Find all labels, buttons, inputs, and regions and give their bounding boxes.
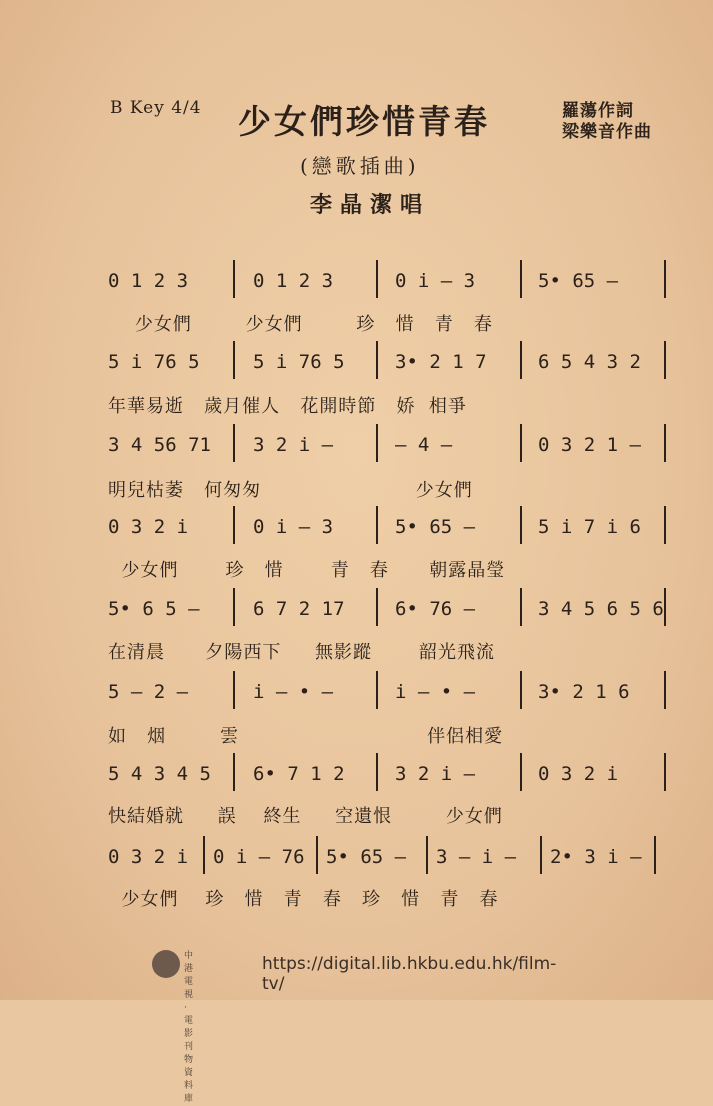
bar-line bbox=[664, 341, 666, 379]
notation-measure: 3 4 56 71 bbox=[108, 434, 211, 456]
bar-line bbox=[376, 424, 378, 462]
bar-line bbox=[520, 671, 522, 709]
bar-line bbox=[664, 260, 666, 298]
lyrics-line bbox=[108, 885, 678, 915]
notation-line bbox=[108, 842, 678, 872]
bar-line bbox=[316, 836, 318, 874]
notation-measure: 5 — 2 — bbox=[108, 681, 189, 703]
notation-measure: 0 3 2 i bbox=[538, 763, 619, 785]
notation-measure: 5 i 7 i 6 bbox=[538, 516, 641, 538]
notation-measure: 6• 7 1 2 bbox=[253, 763, 345, 785]
notation-measure: 5• 65 — bbox=[326, 846, 407, 868]
bar-line bbox=[376, 506, 378, 544]
bar-line bbox=[540, 836, 542, 874]
lyrics-line bbox=[108, 638, 678, 668]
bar-line bbox=[233, 588, 235, 626]
song-subtitle: (戀歌插曲) bbox=[300, 154, 420, 178]
notation-line bbox=[108, 266, 678, 296]
bar-line bbox=[520, 260, 522, 298]
bar-line bbox=[233, 260, 235, 298]
bar-line bbox=[520, 341, 522, 379]
bar-line bbox=[520, 753, 522, 791]
notation-measure: 6 5 4 3 2 bbox=[538, 351, 641, 373]
notation-measure: 5 4 3 4 5 bbox=[108, 763, 211, 785]
notation-measure: 0 i — 76 bbox=[213, 846, 305, 868]
bar-line bbox=[520, 506, 522, 544]
bar-line bbox=[233, 753, 235, 791]
notation-measure: i — • — bbox=[253, 681, 334, 703]
bar-line bbox=[233, 341, 235, 379]
bar-line bbox=[520, 424, 522, 462]
lyrics-line bbox=[108, 802, 678, 832]
notation-line bbox=[108, 759, 678, 789]
notation-measure: 5• 65 — bbox=[538, 270, 619, 292]
notation-measure: 3 2 i — bbox=[253, 434, 334, 456]
key-signature: B Key 4/4 bbox=[110, 98, 202, 118]
notation-line bbox=[108, 512, 678, 542]
song-title: 少女們珍惜青春 bbox=[238, 102, 490, 141]
bar-line bbox=[664, 424, 666, 462]
logo-line: 刊物資料庫 bbox=[184, 1042, 194, 1104]
bar-line bbox=[233, 506, 235, 544]
lyrics-line bbox=[108, 722, 678, 752]
lyricist-credit: 羅蕩作詞 bbox=[562, 101, 634, 121]
singer-credit: 李晶潔唱 bbox=[310, 192, 431, 218]
notation-line bbox=[108, 677, 678, 707]
bar-line bbox=[664, 671, 666, 709]
bar-line bbox=[376, 753, 378, 791]
lyrics-line bbox=[108, 556, 678, 586]
notation-measure: 5 i 76 5 bbox=[108, 351, 200, 373]
archive-url[interactable]: https://digital.lib.hkbu.edu.hk/film-tv/ bbox=[262, 954, 557, 994]
bar-line bbox=[233, 671, 235, 709]
lyrics-text: 明兒枯萎 何匆匆 少女們 bbox=[108, 480, 473, 501]
bar-line bbox=[654, 836, 656, 874]
notation-measure: 2• 3 i — bbox=[550, 846, 642, 868]
notation-line bbox=[108, 347, 678, 377]
lyrics-line bbox=[108, 310, 678, 340]
notation-measure: 3 2 i — bbox=[395, 763, 476, 785]
bar-line bbox=[664, 588, 666, 626]
archive-logo-icon bbox=[152, 950, 180, 978]
notation-measure: 0 i — 3 bbox=[253, 516, 334, 538]
notation-measure: — 4 — bbox=[395, 434, 453, 456]
lyrics-text: 年華易逝 歲月催人 花開時節 娇 相爭 bbox=[108, 396, 467, 417]
notation-measure: i — • — bbox=[395, 681, 476, 703]
lyrics-text: 少女們 少女們 珍 惜 青 春 bbox=[108, 314, 493, 335]
bar-line bbox=[203, 836, 205, 874]
notation-measure: 6 7 2 17 bbox=[253, 598, 345, 620]
lyrics-text: 如 烟 雲 伴侶相愛 bbox=[108, 726, 504, 747]
bar-line bbox=[664, 753, 666, 791]
notation-measure: 0 3 2 1 — bbox=[538, 434, 641, 456]
notation-measure: 0 3 2 i bbox=[108, 516, 189, 538]
notation-measure: 0 1 2 3 bbox=[108, 270, 189, 292]
archive-logo-text bbox=[184, 950, 193, 1106]
composer-credit: 梁樂音作曲 bbox=[562, 122, 652, 142]
notation-measure: 5 i 76 5 bbox=[253, 351, 345, 373]
notation-measure: 5• 65 — bbox=[395, 516, 476, 538]
lyrics-text: 快結婚就 誤 終生 空遺恨 少女們 bbox=[108, 806, 503, 827]
lyrics-text: 少女們 珍 惜 青 春 珍 惜 青 春 bbox=[108, 889, 499, 910]
lyrics-line bbox=[108, 392, 678, 422]
logo-line: 中港電視·電影 bbox=[184, 951, 194, 1039]
bar-line bbox=[376, 588, 378, 626]
notation-measure: 6• 76 — bbox=[395, 598, 476, 620]
lyrics-line bbox=[108, 476, 678, 506]
notation-measure: 0 i — 3 bbox=[395, 270, 476, 292]
lyrics-text: 在清晨 夕陽西下 無影蹤 韶光飛流 bbox=[108, 642, 495, 663]
bar-line bbox=[376, 341, 378, 379]
bar-line bbox=[233, 424, 235, 462]
lyrics-text: 少女們 珍 惜 青 春 朝露晶瑩 bbox=[108, 560, 506, 581]
notation-measure: 3• 2 1 7 bbox=[395, 351, 487, 373]
notation-measure: 5• 6 5 — bbox=[108, 598, 200, 620]
notation-measure: 0 3 2 i bbox=[108, 846, 189, 868]
notation-line bbox=[108, 430, 678, 460]
notation-measure: 3• 2 1 6 bbox=[538, 681, 630, 703]
notation-line bbox=[108, 594, 678, 624]
bar-line bbox=[376, 671, 378, 709]
notation-measure: 3 4 5 6 5 6 bbox=[538, 598, 664, 620]
notation-measure: 0 1 2 3 bbox=[253, 270, 334, 292]
bar-line bbox=[520, 588, 522, 626]
bar-line bbox=[426, 836, 428, 874]
bar-line bbox=[664, 506, 666, 544]
bar-line bbox=[376, 260, 378, 298]
notation-measure: 3 — i — bbox=[436, 846, 517, 868]
